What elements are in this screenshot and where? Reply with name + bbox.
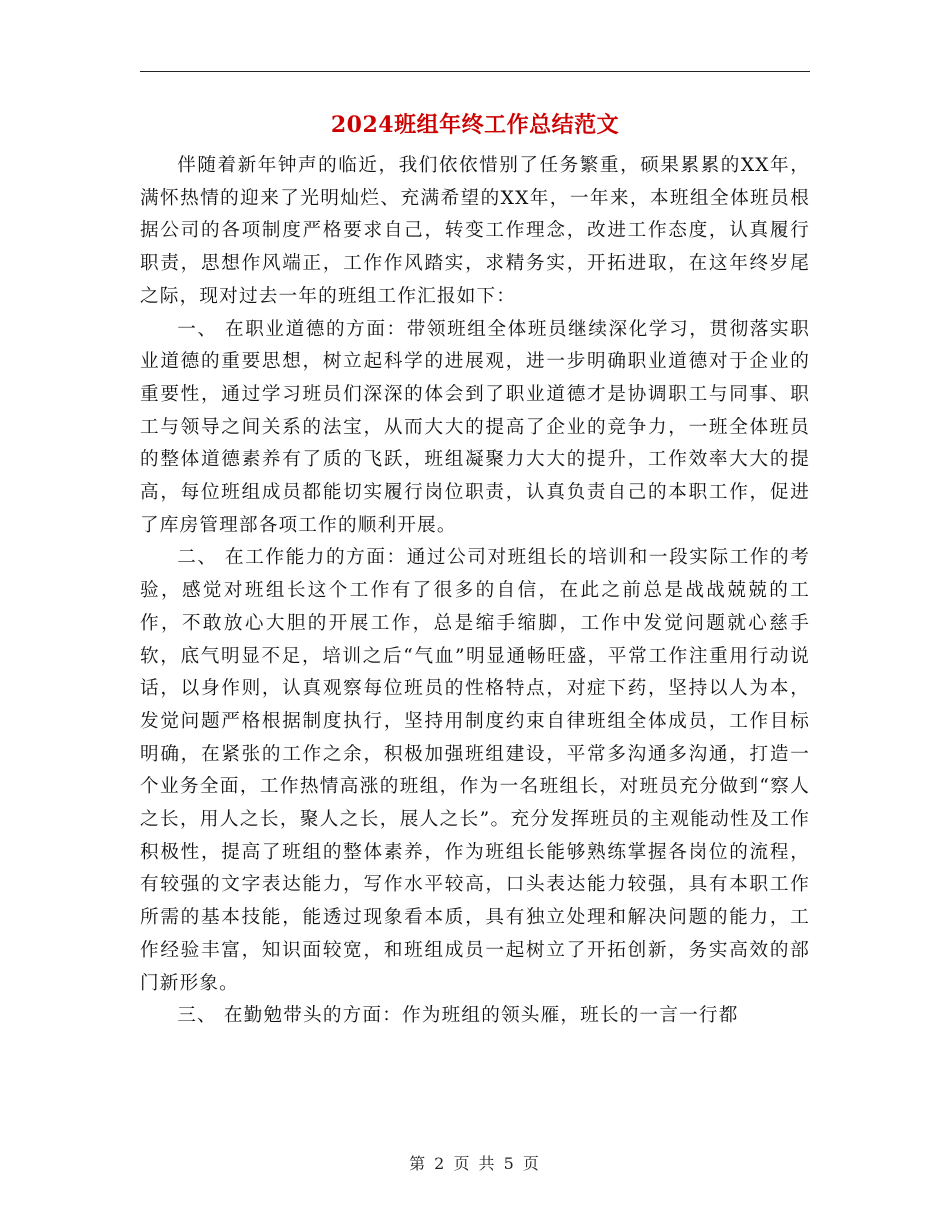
paragraph-section-2: 二、 在工作能力的方面：通过公司对班组长的培训和一段实际工作的考验，感觉对班组长这个工作有了很多的自信，在此之前总是战战兢兢的工作，不敢放心大胆的开展工作，总是缩手缩脚，工作中发觉问题就心慈手软，底气明显不足，培训之后“气血”明显通畅旺盛，平常工作注重用行动说话，以身作则，认真观察每位班员的性格特点，对症下药，坚持以人为本，发觉问题严格根据制度执行，坚持用制度约束自律班组全体成员，工作目标明确，在紧张的工作之余，积极加强班组建设，平常多沟通多沟通，打造一个业务全面，工作热情高涨的班组，作为一名班组长，对班员充分做到“察人之长，用人之长，聚人之长，展人之长”。充分发挥班员的主观能动性及工作积极性，提高了班组的整体素养，作为班组长能够熟练掌握各岗位的流程，有较强的文字表达能力，写作水平较高，口头表达能力较强，具有本职工作所需的基本技能，能透过现象看本质，具有独立处理和解决问题的能力，工作经验丰富，知识面较宽，和班组成员一起树立了开拓创新，务实高效的部门新形象。 [140, 547, 810, 994]
header-rule [140, 71, 810, 72]
document-title: 2024班组年终工作总结范文 [330, 112, 620, 138]
page-number: 第 2 页 共 5 页 [409, 1154, 541, 1173]
paragraph-section-3: 三、 在勤勉带头的方面：作为班组的领头雁，班长的一言一行都 [177, 1005, 739, 1027]
paragraph-section-1: 一、 在职业道德的方面：带领班组全体班员继续深化学习，贯彻落实职业道德的重要思想，树立起科学的进展观，进一步明确职业道德对于企业的重要性，通过学习班员们深深的体会到了职业道德才是协调职工与同事、职工与领导之间关系的法宝，从而大大的提高了企业的竞争力，一班全体班员的整体道德素养有了质的飞跃，班组凝聚力大大的提升，工作效率大大的提高，每位班组成员都能切实履行岗位职责，认真负责自己的本职工作，促进了库房管理部各项工作的顺利开展。 [140, 318, 810, 536]
paragraph-intro: 伴随着新年钟声的临近，我们依依惜别了任务繁重，硕果累累的XX年，满怀热情的迎来了光明灿烂、充满希望的XX年，一年来，本班组全体班员根据公司的各项制度严格要求自己，转变工作理念，改进工作态度，认真履行职责，思想作风端正，工作作风踏实，求精务实，开拓进取，在这年终岁尾之际，现对过去一年的班组工作汇报如下： [140, 155, 810, 307]
document-body [140, 150, 810, 1033]
